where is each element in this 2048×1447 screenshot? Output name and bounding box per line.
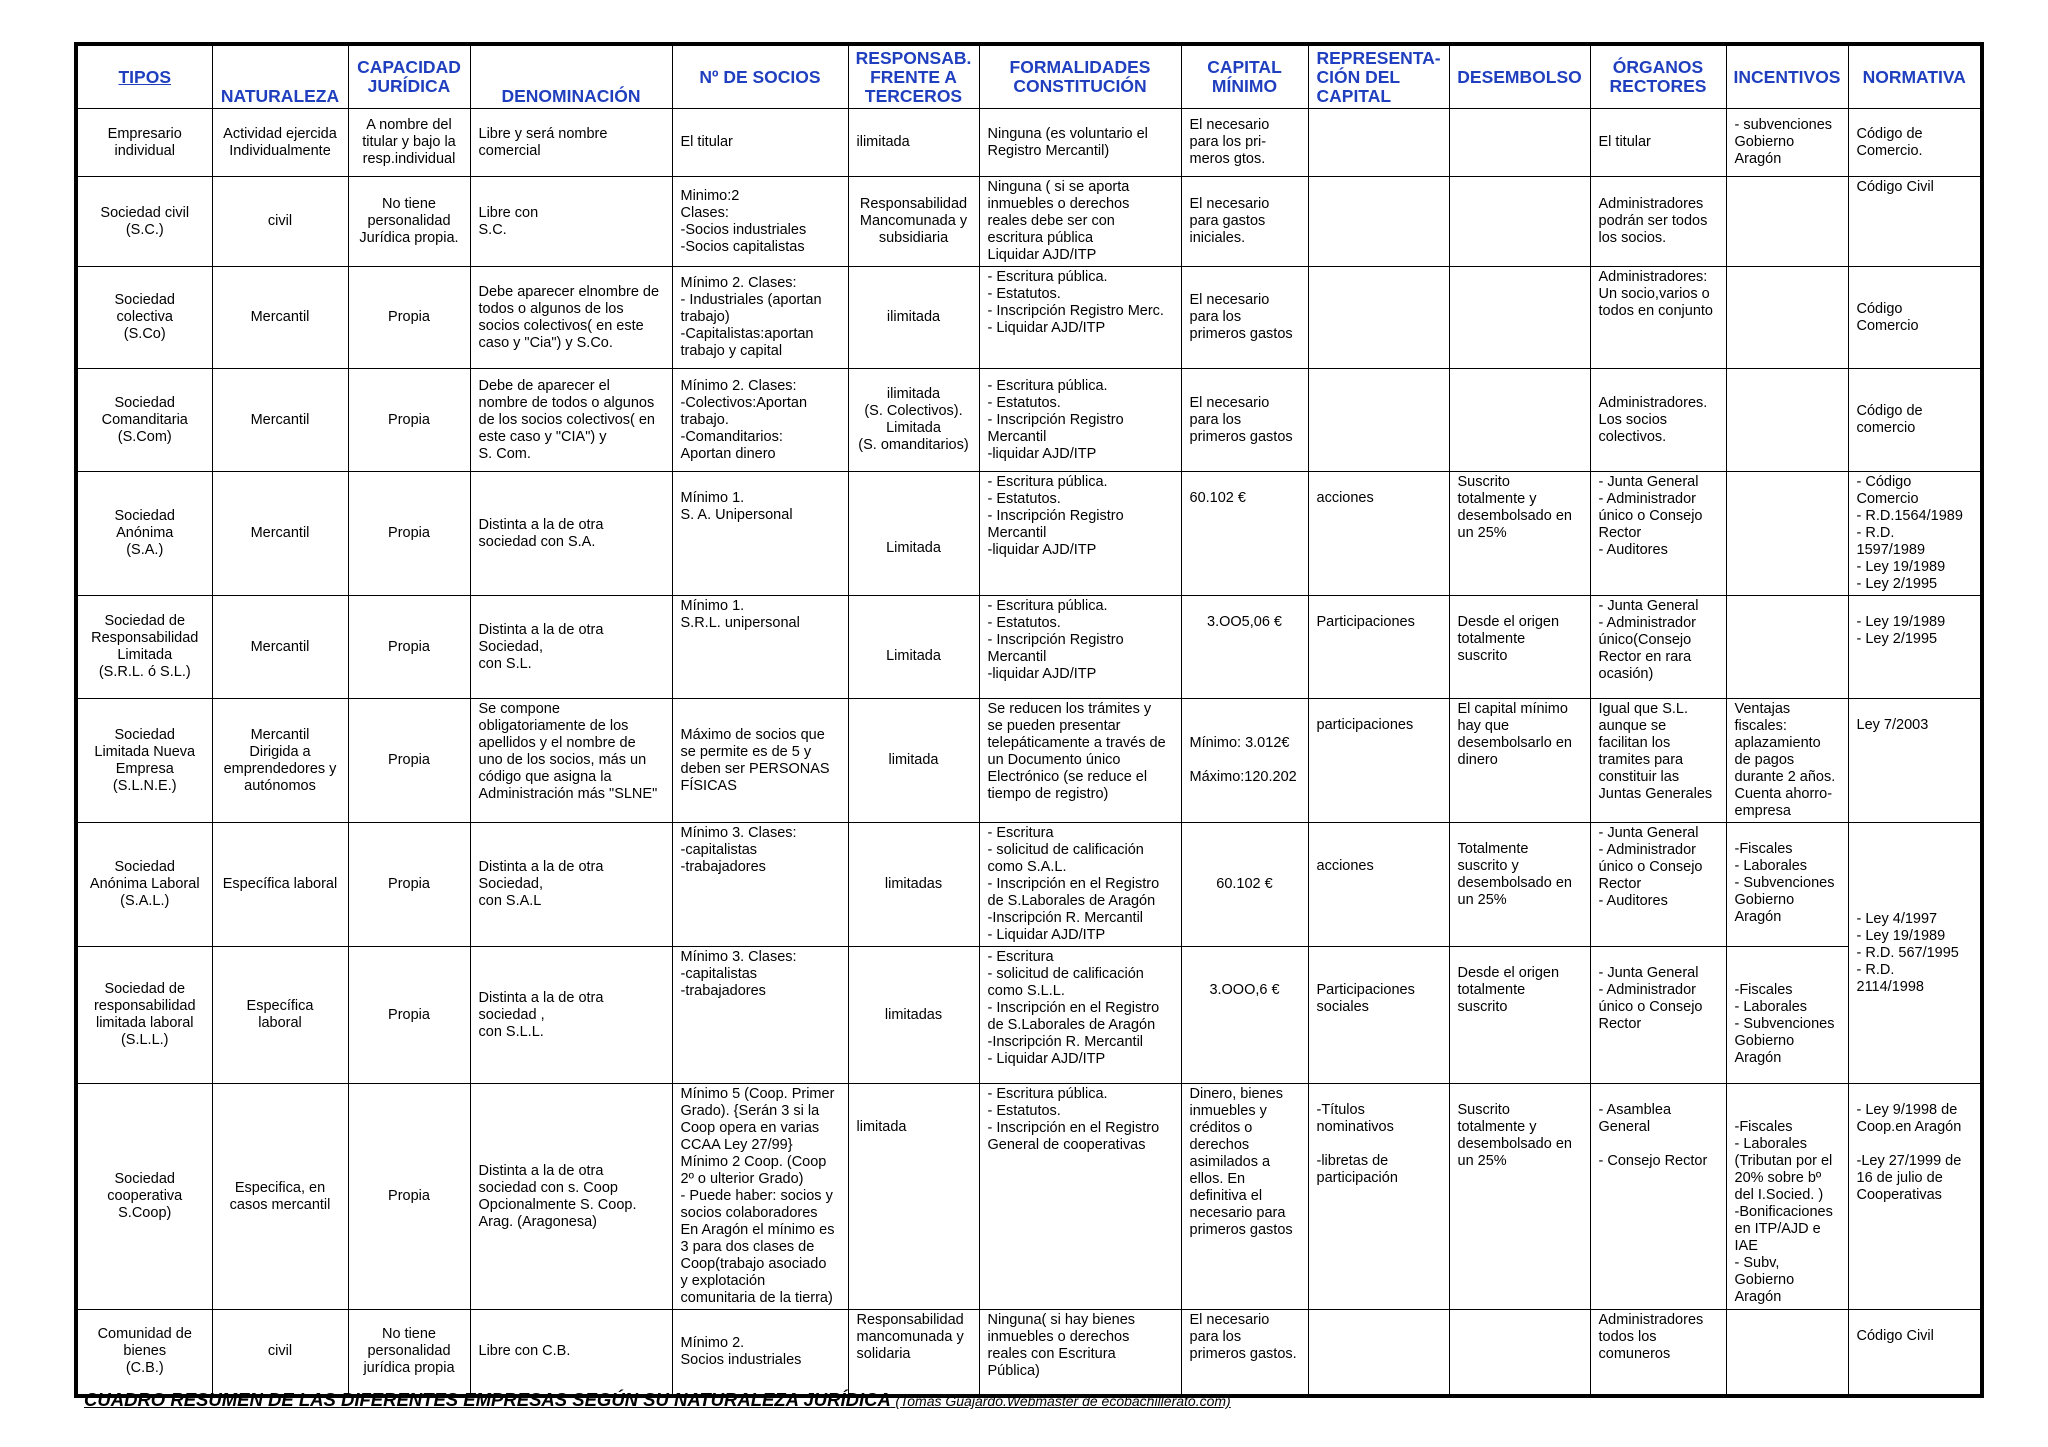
cell-capacidad: Propia: [348, 596, 470, 699]
cell-desembolso: Suscrito totalmente y desembolsado en un 25%: [1449, 1084, 1590, 1310]
cell-representacion: [1308, 177, 1449, 267]
cell-representacion: [1308, 109, 1449, 177]
cell-formalidades: - Escritura - solicitud de calificación como S.A.L. - Inscripción en el Registro de S.Laborales de Aragón -Inscripción R. Mercantil - Liquidar AJD/ITP: [979, 823, 1181, 947]
cell-normativa: - Ley 9/1998 de Coop.en Aragón -Ley 27/1999 de 16 de julio de Cooperativas: [1848, 1084, 1982, 1310]
cell-responsabilidad: ilimitada (S. Colectivos). Limitada (S. omanditarios): [848, 369, 979, 472]
header-organos: ÓRGANOS RECTORES: [1590, 44, 1726, 109]
cell-normativa: - Ley 4/1997 - Ley 19/1989 - R.D. 567/1995 - R.D. 2114/1998: [1848, 823, 1982, 1084]
cell-responsabilidad: ilimitada: [848, 109, 979, 177]
cell-tipo: Sociedad de responsabilidad limitada laboral (S.L.L.): [76, 947, 212, 1084]
cell-desembolso: El capital mínimo hay que desembolsarlo en dinero: [1449, 699, 1590, 823]
cell-naturaleza: civil: [212, 177, 348, 267]
header-capacidad: CAPACIDAD JURÍDICA: [348, 44, 470, 109]
cell-socios: Mínimo 1. S. A. Unipersonal: [672, 472, 848, 596]
cell-tipo: Empresario individual: [76, 109, 212, 177]
table-caption: [84, 1389, 1231, 1411]
cell-organos: Administradores todos los comuneros: [1590, 1310, 1726, 1396]
cell-naturaleza: Especifica, en casos mercantil: [212, 1084, 348, 1310]
cell-incentivos: [1726, 1310, 1848, 1396]
cell-normativa: Código de comercio: [1848, 369, 1982, 472]
cell-formalidades: Se reducen los trámites y se pueden presentar telepáticamente a través de un Documento único Electrónico (se reduce el tiempo de registro): [979, 699, 1181, 823]
cell-socios: Mínimo 1. S.R.L. unipersonal: [672, 596, 848, 699]
cell-socios: Mínimo 2. Clases: -Colectivos:Aportan trabajo. -Comanditarios: Aportan dinero: [672, 369, 848, 472]
cell-formalidades: - Escritura pública. - Estatutos. - Inscripción Registro Mercantil -liquidar AJD/ITP: [979, 596, 1181, 699]
table-row: [76, 699, 1982, 823]
cell-responsabilidad: ilimitada: [848, 267, 979, 369]
cell-denominacion: Distinta a la de otra sociedad con S.A.: [470, 472, 672, 596]
header-responsabilidad: RESPONSAB. FRENTE A TERCEROS: [848, 44, 979, 109]
cell-desembolso: Totalmente suscrito y desembolsado en un 25%: [1449, 823, 1590, 947]
cell-organos: - Junta General - Administrador único(Consejo Rector en rara ocasión): [1590, 596, 1726, 699]
cell-capital: Dinero, bienes inmuebles y créditos o derechos asimilados a ellos. En definitiva el necesario para primeros gastos: [1181, 1084, 1308, 1310]
cell-formalidades: - Escritura pública. - Estatutos. - Inscripción Registro Mercantil -liquidar AJD/ITP: [979, 369, 1181, 472]
table-row: [76, 1310, 1982, 1396]
cell-capital: 3.OO5,06 €: [1181, 596, 1308, 699]
cell-responsabilidad: Limitada: [848, 596, 979, 699]
cell-organos: El titular: [1590, 109, 1726, 177]
cell-responsabilidad: Limitada: [848, 472, 979, 596]
cell-capacidad: No tiene personalidad Jurídica propia.: [348, 177, 470, 267]
header-tipos: TIPOS: [76, 44, 212, 109]
cell-representacion: [1308, 369, 1449, 472]
cell-desembolso: [1449, 1310, 1590, 1396]
header-desembolso: DESEMBOLSO: [1449, 44, 1590, 109]
header-naturaleza: NATURALEZA: [212, 44, 348, 109]
cell-capacidad: Propia: [348, 823, 470, 947]
header-normativa: NORMATIVA: [1848, 44, 1982, 109]
cell-incentivos: -Fiscales - Laborales - Subvenciones Gobierno Aragón: [1726, 823, 1848, 947]
cell-socios: Mínimo 2. Socios industriales: [672, 1310, 848, 1396]
cell-naturaleza: Mercantil: [212, 267, 348, 369]
cell-representacion: acciones: [1308, 472, 1449, 596]
cell-socios: Minimo:2 Clases: -Socios industriales -Socios capitalistas: [672, 177, 848, 267]
cell-representacion: -Títulos nominativos -libretas de participación: [1308, 1084, 1449, 1310]
caption-title: CUADRO RESUMEN DE LAS DIFERENTES EMPRESAS SEGÚN SU NATURALEZA JURÍDICA: [84, 1389, 891, 1410]
cell-organos: - Asamblea General - Consejo Rector: [1590, 1084, 1726, 1310]
cell-tipo: Sociedad civil (S.C.): [76, 177, 212, 267]
cell-denominacion: Libre con C.B.: [470, 1310, 672, 1396]
header-row: [76, 44, 1982, 109]
cell-capacidad: No tiene personalidad jurídica propia: [348, 1310, 470, 1396]
cell-formalidades: - Escritura pública. - Estatutos. - Inscripción en el Registro General de cooperativas: [979, 1084, 1181, 1310]
caption-credit: (Tomás Guajardo.Webmaster de ecobachillerato.com): [895, 1393, 1231, 1409]
cell-incentivos: [1726, 472, 1848, 596]
cell-denominacion: Distinta a la de otra sociedad con s. Coop Opcionalmente S. Coop. Arag. (Aragonesa): [470, 1084, 672, 1310]
cell-socios: Mínimo 5 (Coop. Primer Grado). {Serán 3 si la Coop opera en varias CCAA Ley 27/99} Mínimo 2 Coop. (Coop 2º o ulterior Grado) - Puede haber: socios y socios colaboradores En Aragón el mínimo es 3 para dos clases de Coop(trabajo asociado y explotación comunitaria de la tierra): [672, 1084, 848, 1310]
cell-naturaleza: Específica laboral: [212, 823, 348, 947]
cell-representacion: [1308, 1310, 1449, 1396]
cell-responsabilidad: limitadas: [848, 823, 979, 947]
cell-naturaleza: civil: [212, 1310, 348, 1396]
cell-capacidad: Propia: [348, 267, 470, 369]
cell-socios: Máximo de socios que se permite es de 5 y deben ser PERSONAS FÍSICAS: [672, 699, 848, 823]
cell-incentivos: -Fiscales - Laborales - Subvenciones Gobierno Aragón: [1726, 947, 1848, 1084]
table-row: [76, 1084, 1982, 1310]
cell-normativa: Código Civil: [1848, 1310, 1982, 1396]
cell-capacidad: Propia: [348, 1084, 470, 1310]
cell-capital: El necesario para los pri- meros gtos.: [1181, 109, 1308, 177]
cell-tipo: Sociedad Limitada Nueva Empresa (S.L.N.E.): [76, 699, 212, 823]
cell-formalidades: Ninguna ( si se aporta inmuebles o derechos reales debe ser con escritura pública Liquidar AJD/ITP: [979, 177, 1181, 267]
cell-desembolso: Desde el origen totalmente suscrito: [1449, 947, 1590, 1084]
cell-tipo: Sociedad Comanditaria (S.Com): [76, 369, 212, 472]
cell-denominacion: Distinta a la de otra Sociedad, con S.A.L: [470, 823, 672, 947]
cell-socios: El titular: [672, 109, 848, 177]
table-row: [76, 947, 1982, 1084]
header-representacion: REPRESENTA- CIÓN DEL CAPITAL: [1308, 44, 1449, 109]
cell-capacidad: Propia: [348, 472, 470, 596]
cell-formalidades: - Escritura pública. - Estatutos. - Inscripción Registro Mercantil -liquidar AJD/ITP: [979, 472, 1181, 596]
cell-representacion: acciones: [1308, 823, 1449, 947]
cell-denominacion: Debe de aparecer el nombre de todos o algunos de los socios colectivos( en este caso y "CIA") y S. Com.: [470, 369, 672, 472]
cell-incentivos: - subvenciones Gobierno Aragón: [1726, 109, 1848, 177]
cell-representacion: participaciones: [1308, 699, 1449, 823]
cell-denominacion: Distinta a la de otra sociedad , con S.L.L.: [470, 947, 672, 1084]
cell-desembolso: [1449, 369, 1590, 472]
header-formalidades: FORMALIDADES CONSTITUCIÓN: [979, 44, 1181, 109]
table-row: [76, 267, 1982, 369]
company-types-table: [74, 42, 1984, 1398]
cell-capital: Mínimo: 3.012€ Máximo:120.202: [1181, 699, 1308, 823]
cell-incentivos: [1726, 596, 1848, 699]
cell-capital: El necesario para los primeros gastos.: [1181, 1310, 1308, 1396]
cell-denominacion: Libre y será nombre comercial: [470, 109, 672, 177]
cell-normativa: - Ley 19/1989 - Ley 2/1995: [1848, 596, 1982, 699]
header-capital: CAPITAL MÍNIMO: [1181, 44, 1308, 109]
cell-normativa: Ley 7/2003: [1848, 699, 1982, 823]
cell-desembolso: [1449, 267, 1590, 369]
cell-tipo: Sociedad colectiva (S.Co): [76, 267, 212, 369]
cell-responsabilidad: limitada: [848, 699, 979, 823]
cell-capacidad: A nombre del titular y bajo la resp.individual: [348, 109, 470, 177]
cell-capacidad: Propia: [348, 947, 470, 1084]
cell-representacion: [1308, 267, 1449, 369]
cell-naturaleza: Actividad ejercida Individualmente: [212, 109, 348, 177]
table-row: [76, 109, 1982, 177]
table-row: [76, 472, 1982, 596]
cell-desembolso: Desde el origen totalmente suscrito: [1449, 596, 1590, 699]
cell-denominacion: Libre con S.C.: [470, 177, 672, 267]
table-row: [76, 177, 1982, 267]
cell-formalidades: - Escritura pública. - Estatutos. - Inscripción Registro Merc. - Liquidar AJD/ITP: [979, 267, 1181, 369]
cell-naturaleza: Mercantil: [212, 472, 348, 596]
cell-capital: 3.OOO,6 €: [1181, 947, 1308, 1084]
cell-denominacion: Debe aparecer elnombre de todos o algunos de los socios colectivos( en este caso y "Cia") y S.Co.: [470, 267, 672, 369]
cell-incentivos: [1726, 369, 1848, 472]
cell-capacidad: Propia: [348, 369, 470, 472]
cell-incentivos: [1726, 267, 1848, 369]
cell-normativa: Código de Comercio.: [1848, 109, 1982, 177]
cell-socios: Mínimo 3. Clases: -capitalistas -trabajadores: [672, 823, 848, 947]
cell-capital: El necesario para los primeros gastos: [1181, 267, 1308, 369]
cell-desembolso: [1449, 177, 1590, 267]
cell-desembolso: Suscrito totalmente y desembolsado en un 25%: [1449, 472, 1590, 596]
cell-organos: - Junta General - Administrador único o Consejo Rector - Auditores: [1590, 472, 1726, 596]
cell-socios: Mínimo 2. Clases: - Industriales (aportan trabajo) -Capitalistas:aportan trabajo y capital: [672, 267, 848, 369]
cell-organos: Administradores: Un socio,varios o todos en conjunto: [1590, 267, 1726, 369]
cell-capital: 60.102 €: [1181, 472, 1308, 596]
cell-normativa: - Código Comercio - R.D.1564/1989 - R.D. 1597/1989 - Ley 19/1989 - Ley 2/1995: [1848, 472, 1982, 596]
cell-formalidades: Ninguna (es voluntario el Registro Mercantil): [979, 109, 1181, 177]
table-row: [76, 369, 1982, 472]
cell-capital: El necesario para los primeros gastos: [1181, 369, 1308, 472]
cell-naturaleza: Mercantil: [212, 596, 348, 699]
cell-organos: - Junta General - Administrador único o Consejo Rector - Auditores: [1590, 823, 1726, 947]
cell-responsabilidad: limitada: [848, 1084, 979, 1310]
table-row: [76, 596, 1982, 699]
cell-normativa: Código Comercio: [1848, 267, 1982, 369]
cell-formalidades: - Escritura - solicitud de calificación como S.L.L. - Inscripción en el Registro de S.Laborales de Aragón -Inscripción R. Mercantil - Liquidar AJD/ITP: [979, 947, 1181, 1084]
header-socios: Nº DE SOCIOS: [672, 44, 848, 109]
header-denominacion: DENOMINACIÓN: [470, 44, 672, 109]
cell-formalidades: Ninguna( si hay bienes inmuebles o derechos reales con Escritura Pública): [979, 1310, 1181, 1396]
cell-responsabilidad: Responsabilidad Mancomunada y subsidiaria: [848, 177, 979, 267]
cell-tipo: Sociedad de Responsabilidad Limitada (S.R.L. ó S.L.): [76, 596, 212, 699]
cell-organos: - Junta General - Administrador único o Consejo Rector: [1590, 947, 1726, 1084]
cell-incentivos: [1726, 177, 1848, 267]
cell-desembolso: [1449, 109, 1590, 177]
cell-naturaleza: Mercantil Dirigida a emprendedores y autónomos: [212, 699, 348, 823]
cell-denominacion: Se compone obligatoriamente de los apellidos y el nombre de uno de los socios, más un código que asigna la Administración más "SLNE": [470, 699, 672, 823]
cell-incentivos: -Fiscales - Laborales (Tributan por el 20% sobre bº del I.Socied. ) -Bonificaciones en ITP/AJD e IAE - Subv, Gobierno Aragón: [1726, 1084, 1848, 1310]
cell-incentivos: Ventajas fiscales: aplazamiento de pagos durante 2 años. Cuenta ahorro- empresa: [1726, 699, 1848, 823]
cell-responsabilidad: limitadas: [848, 947, 979, 1084]
cell-tipo: Sociedad Anónima (S.A.): [76, 472, 212, 596]
cell-capital: 60.102 €: [1181, 823, 1308, 947]
cell-naturaleza: Específica laboral: [212, 947, 348, 1084]
header-incentivos: INCENTIVOS: [1726, 44, 1848, 109]
cell-tipo: Comunidad de bienes (C.B.): [76, 1310, 212, 1396]
cell-organos: Administradores. Los socios colectivos.: [1590, 369, 1726, 472]
cell-responsabilidad: Responsabilidad mancomunada y solidaria: [848, 1310, 979, 1396]
cell-capital: El necesario para gastos iniciales.: [1181, 177, 1308, 267]
cell-capacidad: Propia: [348, 699, 470, 823]
cell-denominacion: Distinta a la de otra Sociedad, con S.L.: [470, 596, 672, 699]
cell-socios: Mínimo 3. Clases: -capitalistas -trabajadores: [672, 947, 848, 1084]
table-row: [76, 823, 1982, 947]
cell-organos: Administradores podrán ser todos los socios.: [1590, 177, 1726, 267]
cell-tipo: Sociedad Anónima Laboral (S.A.L.): [76, 823, 212, 947]
cell-normativa: Código Civil: [1848, 177, 1982, 267]
cell-representacion: Participaciones: [1308, 596, 1449, 699]
cell-naturaleza: Mercantil: [212, 369, 348, 472]
cell-organos: Igual que S.L. aunque se facilitan los tramites para constituir las Juntas Generales: [1590, 699, 1726, 823]
cell-representacion: Participaciones sociales: [1308, 947, 1449, 1084]
cell-tipo: Sociedad cooperativa S.Coop): [76, 1084, 212, 1310]
